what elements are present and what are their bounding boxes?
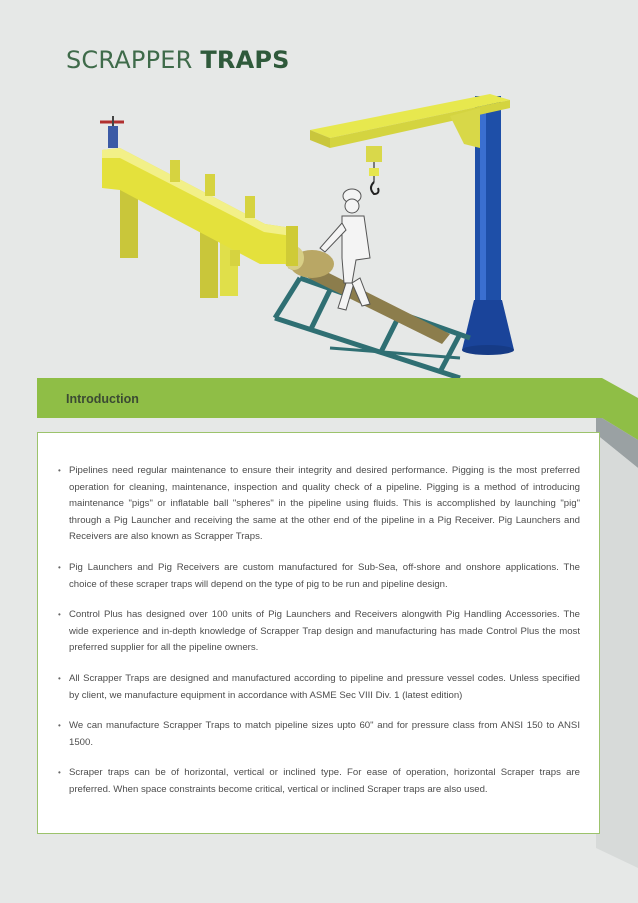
list-item: • Pipelines need regular maintenance to ensure their integrity and desired performance. Pigging is the most preferred operation for cleaning, maintenance, inspection and quality check of a pipeline. Pigging is a method of introducing maintenance "pigs" or inflatable ball "spheres" in the pipeline using fluids. This is accomplished by launching "pig" through a Pig Launcher and receiving the same at the other end of the pipeline in a Pig Receiver. Pig Launchers and Receivers are also known as Scrapper Traps. [58,463,580,546]
intro-points [58,463,580,813]
decorative-edge [596,378,638,868]
pig-handling-trolley [275,278,470,378]
list-item: • We can manufacture Scrapper Traps to match pipeline sizes upto 60" and for pressure class from ANSI 150 to ANSI 1500. [58,718,580,751]
page-title [66,46,290,74]
page-title-light: SCRAPPER [66,46,201,74]
page-title-bold: TRAPS [200,46,290,74]
list-item: • All Scrapper Traps are designed and manufactured according to pipeline and pressure vessel codes. Unless specified by client, we manufacture equipment in accordance with ASME Sec VIII Div. 1 (latest edition) [58,671,580,704]
valve-icon [100,116,124,148]
list-item: • Control Plus has designed over 100 units of Pig Launchers and Receivers alongwith Pig Handling Accessories. The wide experience and in-depth knowledge of Scrapper Trap design and manufacturing has made Control Plus the most preferred supplier for all the pipeline owners. [58,607,580,657]
scrapper-trap-illustration [80,78,540,388]
pig-launcher [102,148,298,298]
list-item: • Pig Launchers and Pig Receivers are custom manufactured for Sub-Sea, off-shore and onshore applications. The choice of these scraper traps will depend on the type of pig to be run and pipeline design. [58,560,580,593]
list-item: • Scraper traps can be of horizontal, vertical or inclined type. For ease of operation, horizontal Scraper traps are preferred. When space constraints become critical, vertical or inclined Scraper traps are also used. [58,765,580,798]
section-label: Introduction [66,392,139,406]
